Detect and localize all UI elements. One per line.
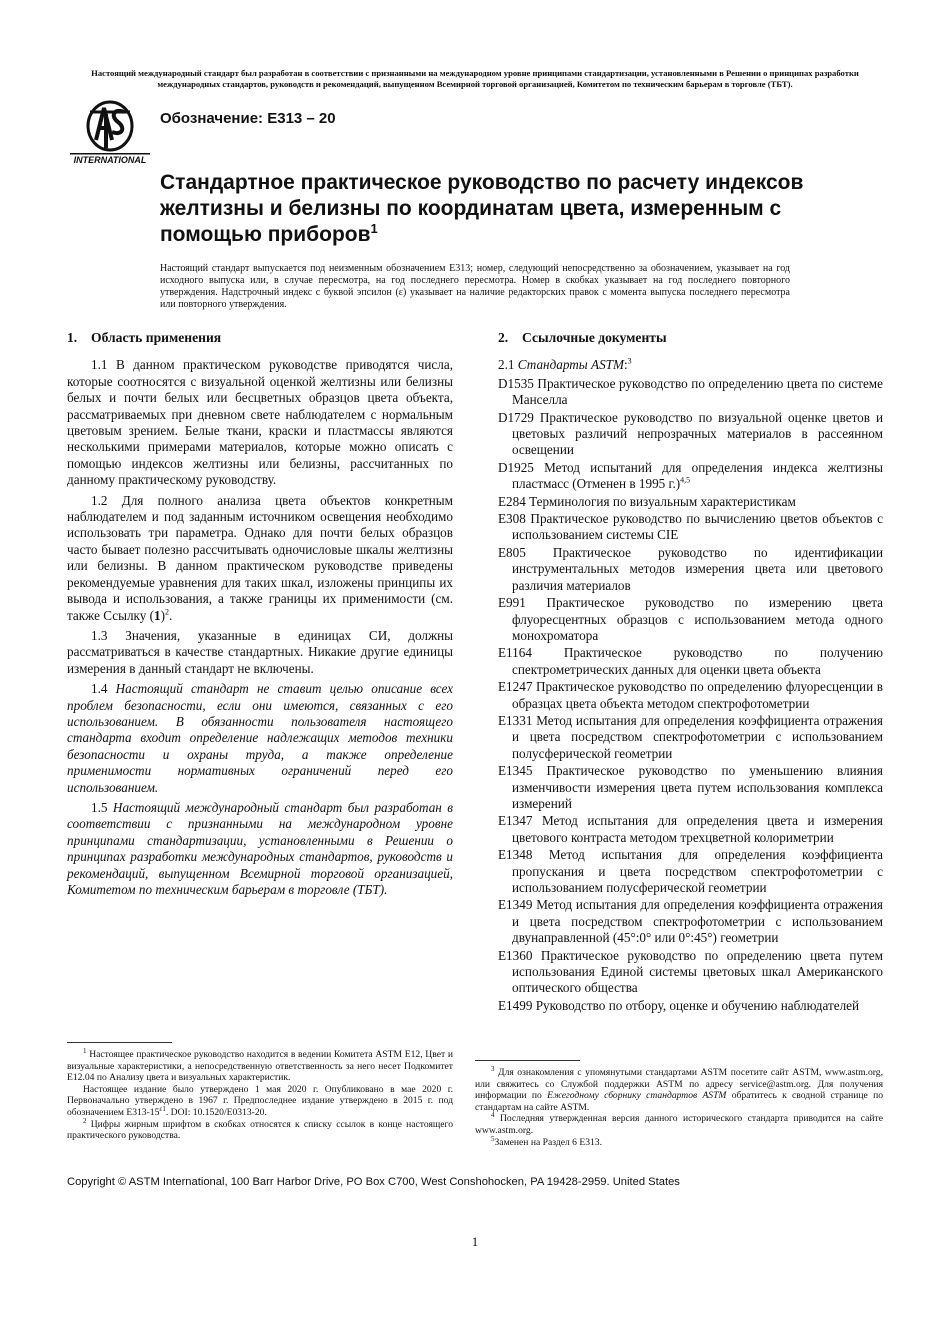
footnote-3-end: обратитесь к сводной странице по стандартам на сайте ASTM. xyxy=(475,1090,883,1113)
paragraph-1-5-number: 1.5 xyxy=(91,799,113,815)
ref-item: D1535 Практическое руководство по определению цвета по системе Манселла xyxy=(498,375,883,408)
ref-item: E1247 Практическое руководство по определению флуоресценции в образцах цвета объекта методом спектрофотометрии xyxy=(498,679,883,711)
page-number: 1 xyxy=(471,1234,479,1249)
paragraph-end: . xyxy=(169,607,173,623)
section-1-title: Область применения xyxy=(91,330,222,345)
ref-item: E284 Терминология по визуальным характеристикам xyxy=(498,493,796,509)
astm-logo xyxy=(68,100,152,166)
footnote-mark-4-5: 4,5 xyxy=(680,475,691,485)
paragraph-1-2-text: 1.2 Для полного анализа цвета объектов конкретным наблюдателем и под заданным источником освещения необходимо использовать три параметра. Однако для почти белых образцов часто бывает полезно рассчитывать одночисловые шкалы желтизны или белизны. В данном практическом руководстве приведены рекомендуемые уравнения для таких шкал, изложены принципы их вывода и использования, а также границы их применимости (см. также Ссылку ( xyxy=(67,492,453,623)
footnote-3-mark: 3 xyxy=(491,1064,495,1073)
footnote-3-text: Для ознакомления с упомянутыми стандартами ASTM посетите сайт ASTM, www.astm.org, или свяжитесь со Службой поддержки ASTM по адресу service@astm.org. Для получения информации по xyxy=(475,1067,883,1102)
section-2-heading xyxy=(498,330,883,346)
footnote-5-text: Заменен на Раздел 6 E313. xyxy=(494,1136,602,1148)
footnote-4-text: Последняя утвержденная версия данного исторического стандарта приводится на сайте www.astm.org. xyxy=(475,1113,883,1136)
subsection-2-1 xyxy=(498,357,883,373)
ref-item: E805 Практическое руководство по идентификации инструментальных методов измерения цвета или цветового различия материалов xyxy=(498,544,883,593)
footnote-1-text: Настоящее практическое руководство находится в ведении Комитета ASTM E12, Цвет и визуальные характеристики, а непосредственную ответственность за него несет Подкомитет E12.04 по Анализу цвета и визуальных характеристик. xyxy=(67,1049,454,1084)
subsection-colon: : xyxy=(624,357,628,373)
paragraph-1-4-text: Настоящий стандарт не ставит целью описание всех проблем безопасности, если они имеются, связанных с его использованием. В обязанности пользователя настоящего стандарта входит определение надлежащих методов техники безопасности и охраны труда, а также определение применимости нормативных ограничений перед его использованием. xyxy=(67,681,454,795)
section-2-title: Ссылочные документы xyxy=(522,330,667,345)
ref-item: E1360 Практическое руководство по определению цвета путем использования Единой системы цветовых шкал Американского оптического общества xyxy=(498,947,883,996)
ref-item: E1347 Метод испытания для определения цвета и измерения цветового контраста методом трехцветной колориметрии xyxy=(498,813,883,845)
approval-text: Настоящее издание было утверждено 1 мая 2020 г. Опубликовано в мае 2020 г. Первоначально утверждено в 1967 г. Предпоследнее издание утверждено в 2015 г. под обозначением E313-15 xyxy=(67,1083,453,1118)
footnote-5 xyxy=(475,1134,883,1149)
reference-mark: 1 xyxy=(154,607,161,623)
right-column xyxy=(498,330,883,1015)
international-standard-notice: Настоящий международный стандарт был разработан в соответствии с признанными на международном уровне принципами стандартизации, установленными в Решении о принципах разработки международных стандартов, руководств и рекомендаций, выпущенном Всемирной торговой организацией, Комитетом по техническим барьерам в торговле (ТБТ). xyxy=(91,68,859,89)
epsilon-mark: ε1 xyxy=(159,1104,166,1113)
paragraph-1-4-number: 1.4 xyxy=(91,681,116,697)
footnote-1-approval xyxy=(67,1084,453,1119)
copyright-line: Copyright © ASTM International, 100 Barr Harbor Drive, PO Box C700, West Conshohocken, PA 19428-2959. United States xyxy=(67,1176,680,1188)
paragraph-1-5-text: Настоящий международный стандарт был разработан в соответствии с признанными на международном уровне принципами стандартизации, установленными в Решении о принципах разработки международных стандартов, руководств и рекомендаций, выпущенном Всемирной торговой организацией, Комитетом по техническим барьерам в торговле (ТБТ). xyxy=(67,799,454,897)
section-2-number: 2. xyxy=(498,330,509,345)
ref-item: E1345 Практическое руководство по уменьшению влияния изменчивости измерения цвета путем использования комплекса измерений xyxy=(498,763,883,811)
paragraph-1-3: 1.3 Значения, указанные в единицах СИ, должны рассматриваться в качестве стандартных. Никакие другие единицы измерения в данный стандарт не включены. xyxy=(67,627,453,676)
footnotes-left xyxy=(67,1042,453,1142)
designation: Обозначение: E313 – 20 xyxy=(160,110,336,127)
ref-item: E1164 Практическое руководство по получению спектрометрических данных для оценки цвета объекта xyxy=(498,645,883,677)
footnote-divider xyxy=(475,1060,580,1061)
doi-text: . DOI: 10.1520/E0313-20. xyxy=(165,1106,267,1118)
subsection-label: Стандарты ASTM xyxy=(517,357,624,373)
logo-wordmark: INTERNATIONAL xyxy=(73,155,147,165)
ref-item: E1331 Метод испытания для определения коэффициента отражения и цвета посредством спектрофотометрии с использованием полусферической геометрии xyxy=(498,712,883,761)
ref-item-text: D1925 Метод испытаний для определения индекса желтизны пластмасс (Отменен в 1995 г.) xyxy=(498,459,883,492)
ref-item: E308 Практическое руководство по вычислению цветов объектов с использованием системы CIE xyxy=(498,511,883,543)
paragraph-1-5 xyxy=(67,800,453,898)
footnote-2-text: Цифры жирным шрифтом в скобках относятся к списку ссылок в конце настоящего практического руководства. xyxy=(67,1118,453,1142)
subsection-number: 2.1 xyxy=(498,357,518,373)
document-title xyxy=(160,170,820,248)
footnote-divider xyxy=(67,1042,172,1043)
title-text: Стандартное практическое руководство по расчету индексов желтизны и белизны по координатам цвета, измеренным с помощью приборов xyxy=(160,171,804,246)
footnote-3-italic: Ежегодному сборнику стандартов ASTM xyxy=(547,1090,727,1102)
ref-item: E1499 Руководство по отбору, оценке и обучению наблюдателей xyxy=(498,997,860,1013)
reference-close: ) xyxy=(160,607,166,623)
footnote-3 xyxy=(475,1064,883,1113)
footnote-5-mark: 5 xyxy=(491,1134,495,1143)
title-footnote-mark: 1 xyxy=(370,221,378,236)
ref-item: E1348 Метод испытания для определения коэффициента пропускания и цвета посредством спектрофотометрии с использованием полусферической геометрии xyxy=(498,847,883,895)
paragraph-1-2 xyxy=(67,493,453,624)
section-1-heading xyxy=(67,330,453,346)
section-1-number: 1. xyxy=(67,330,78,345)
astm-monogram xyxy=(88,102,132,150)
footnote-4-mark: 4 xyxy=(491,1111,495,1120)
footnotes-right xyxy=(475,1060,883,1148)
ref-item-d1925 xyxy=(498,460,883,493)
ref-item: E1349 Метод испытания для определения коэффициента отражения и цвета посредством спектрофотометрии с использованием двунаправленной (45°:0° или 0°:45°) геометрии xyxy=(498,897,883,946)
footnote-1 xyxy=(67,1046,454,1084)
footnote-4 xyxy=(475,1113,883,1136)
paragraph-1-1: 1.1 В данном практическом руководстве приводятся числа, которые соотносятся с визуальной оценкой желтизны или белизны белых и почти белых или бесцветных образцов цвета объекта, рассматриваемых при дневном свете наблюдателем с нормальным цветовым зрением. Белые ткани, краски и пластмассы являются несколькими примерами материалов, которые можно описать с помощью индексов желтизны или белизны, рассчитанных по данному практическому руководству. xyxy=(67,357,453,488)
footnote-mark-3: 3 xyxy=(627,357,632,367)
footnote-2 xyxy=(67,1116,453,1142)
paragraph-1-4 xyxy=(67,681,453,796)
ref-item: E991 Практическое руководство по измерению цвета флуоресцентных образцов с использованием метода одного монохроматора xyxy=(498,595,883,643)
footnote-2-mark: 2 xyxy=(83,1116,87,1125)
footnote-1-mark: 1 xyxy=(83,1046,87,1055)
footnote-mark-2: 2 xyxy=(165,607,170,617)
issuance-note: Настоящий стандарт выпускается под неизменным обозначением E313; номер, следующий непосредственно за обозначением, указывает на год исходного выпуска или, в случае пересмотра, на год последнего пересмотра. Номер в скобках указывает на год последнего повторного утверждения. Надстрочный индекс с буквой эпсилон (ε) указывает на наличие редакторских правок с момента выпуска последнего пересмотра или повторного утверждения. xyxy=(160,263,790,310)
ref-item: D1729 Практическое руководство по визуальной оценке цветов и цветовых различий непрозрачных материалов в рассеянном освещении xyxy=(498,409,883,458)
left-column xyxy=(67,330,453,902)
